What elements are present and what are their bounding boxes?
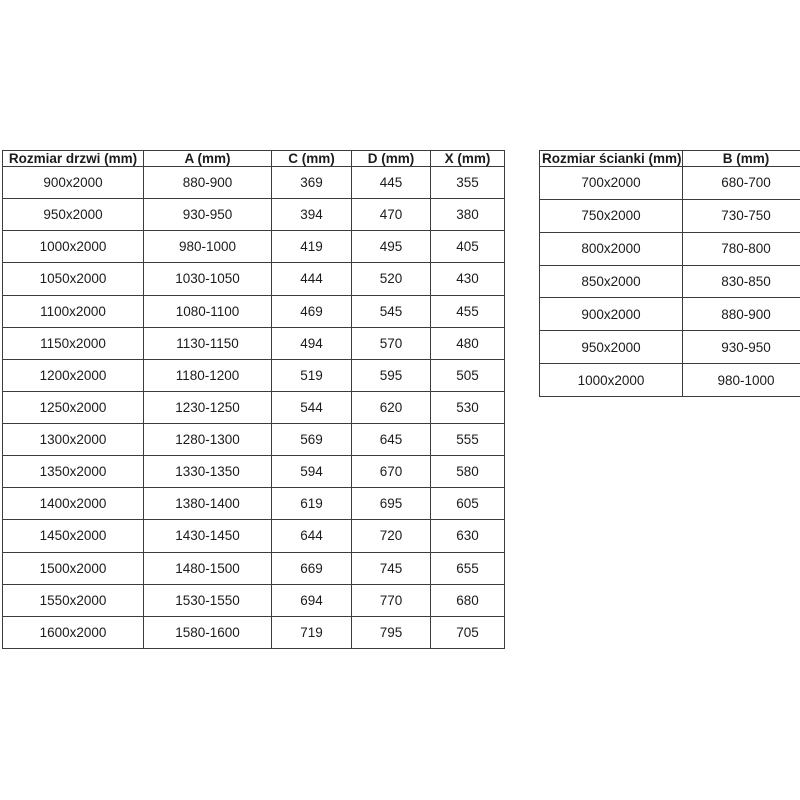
table-row [3,616,505,648]
table-cell: 645 [352,424,431,456]
table-cell: 505 [431,359,505,391]
table-cell: 700x2000 [540,167,683,200]
table-cell: 750x2000 [540,199,683,232]
table-cell: 630 [431,520,505,552]
column-header: C (mm) [272,151,352,167]
column-header: Rozmiar ścianki (mm) [540,151,683,167]
table-cell: 1030-1050 [144,263,272,295]
table-cell: 494 [272,327,352,359]
table-row [3,424,505,456]
table-cell: 930-950 [683,331,800,364]
table-cell: 1000x2000 [3,231,144,263]
table-cell: 530 [431,391,505,423]
table-row [3,520,505,552]
table-cell: 545 [352,295,431,327]
table-cell: 800x2000 [540,232,683,265]
table-cell: 1600x2000 [3,616,144,648]
table-cell: 469 [272,295,352,327]
table-cell: 1530-1550 [144,584,272,616]
table-row [540,331,800,364]
table-row [3,199,505,231]
table-cell: 980-1000 [683,364,800,397]
table-row [3,167,505,199]
table-cell: 900x2000 [540,298,683,331]
table-cell: 719 [272,616,352,648]
table-cell: 605 [431,488,505,520]
table-row [540,232,800,265]
table-cell: 880-900 [144,167,272,199]
table-cell: 780-800 [683,232,800,265]
table-row [3,231,505,263]
table-cell: 795 [352,616,431,648]
table-row [3,456,505,488]
wall-size-table [539,150,800,397]
table-cell: 705 [431,616,505,648]
column-header: D (mm) [352,151,431,167]
table-cell: 1580-1600 [144,616,272,648]
table-row [3,391,505,423]
table-cell: 1330-1350 [144,456,272,488]
table-cell: 1280-1300 [144,424,272,456]
column-header: A (mm) [144,151,272,167]
table-row [3,327,505,359]
table-cell: 520 [352,263,431,295]
table-cell: 519 [272,359,352,391]
table-cell: 1350x2000 [3,456,144,488]
table-cell: 1180-1200 [144,359,272,391]
table-cell: 1500x2000 [3,552,144,584]
table-cell: 1050x2000 [3,263,144,295]
table-cell: 980-1000 [144,231,272,263]
table-row [540,167,800,200]
table-cell: 1430-1450 [144,520,272,552]
table-cell: 394 [272,199,352,231]
header-row [540,151,800,167]
table-row [540,364,800,397]
table-cell: 1250x2000 [3,391,144,423]
table-cell: 569 [272,424,352,456]
table-cell: 745 [352,552,431,584]
column-header: X (mm) [431,151,505,167]
table-cell: 369 [272,167,352,199]
table-cell: 1200x2000 [3,359,144,391]
table-cell: 620 [352,391,431,423]
table-cell: 950x2000 [3,199,144,231]
table-cell: 830-850 [683,265,800,298]
table-cell: 730-750 [683,199,800,232]
table-row [3,488,505,520]
table-cell: 1480-1500 [144,552,272,584]
table-cell: 1100x2000 [3,295,144,327]
table-cell: 380 [431,199,505,231]
table-row [3,359,505,391]
table-row [540,298,800,331]
table-cell: 680-700 [683,167,800,200]
door-size-table [2,150,505,649]
table-cell: 1400x2000 [3,488,144,520]
table-row [3,552,505,584]
table-cell: 355 [431,167,505,199]
table-row [3,295,505,327]
table-cell: 619 [272,488,352,520]
table-cell: 1380-1400 [144,488,272,520]
table-cell: 930-950 [144,199,272,231]
table-row [540,265,800,298]
table-cell: 694 [272,584,352,616]
table-cell: 880-900 [683,298,800,331]
table-cell: 1080-1100 [144,295,272,327]
table-cell: 580 [431,456,505,488]
table-cell: 419 [272,231,352,263]
table-cell: 1130-1150 [144,327,272,359]
table-row [540,199,800,232]
table-cell: 900x2000 [3,167,144,199]
column-header: B (mm) [683,151,800,167]
table-cell: 655 [431,552,505,584]
table-cell: 950x2000 [540,331,683,364]
table-cell: 1150x2000 [3,327,144,359]
table-row [3,584,505,616]
table-cell: 850x2000 [540,265,683,298]
table-cell: 1230-1250 [144,391,272,423]
table-cell: 680 [431,584,505,616]
table-cell: 555 [431,424,505,456]
table-cell: 495 [352,231,431,263]
table-cell: 430 [431,263,505,295]
column-header: Rozmiar drzwi (mm) [3,151,144,167]
table-cell: 444 [272,263,352,295]
table-cell: 455 [431,295,505,327]
table-cell: 1550x2000 [3,584,144,616]
table-cell: 1000x2000 [540,364,683,397]
table-cell: 544 [272,391,352,423]
table-cell: 770 [352,584,431,616]
table-cell: 570 [352,327,431,359]
table-cell: 720 [352,520,431,552]
table-cell: 480 [431,327,505,359]
table-cell: 405 [431,231,505,263]
table-cell: 470 [352,199,431,231]
table-cell: 670 [352,456,431,488]
table-cell: 595 [352,359,431,391]
table-cell: 695 [352,488,431,520]
table-cell: 669 [272,552,352,584]
table-cell: 594 [272,456,352,488]
table-cell: 644 [272,520,352,552]
header-row [3,151,505,167]
table-row [3,263,505,295]
table-cell: 1300x2000 [3,424,144,456]
table-cell: 445 [352,167,431,199]
table-cell: 1450x2000 [3,520,144,552]
